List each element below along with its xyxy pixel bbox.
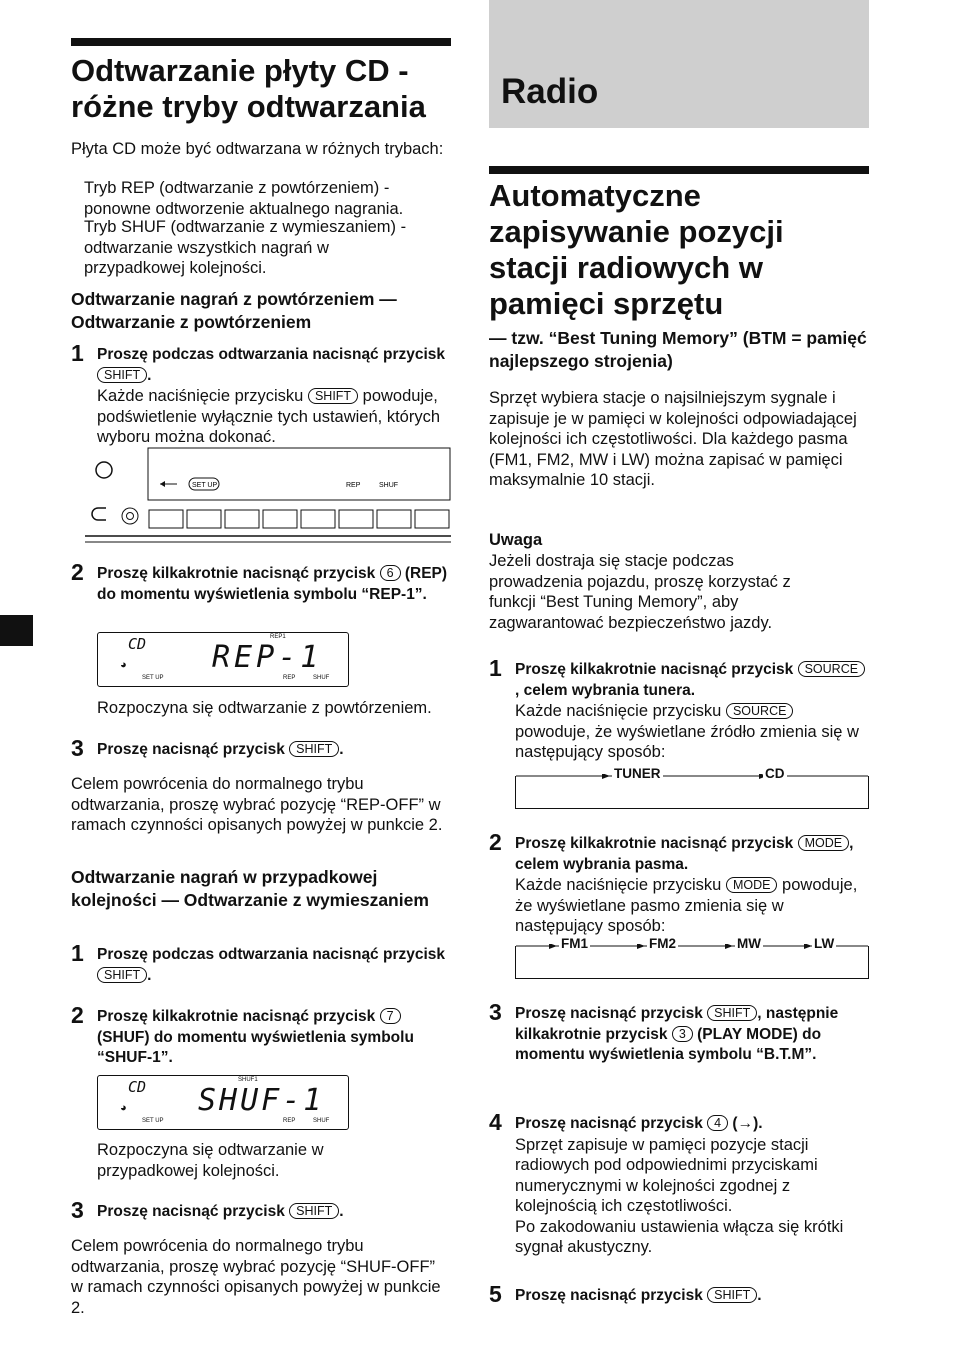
shuf-step-2 [71,1002,451,1069]
shift-key: SHIFT [289,1203,339,1219]
intro-rep: Tryb REP (odtwarzanie z powtórzeniem) - ponowne odtworzenie aktualnego nagrania. [84,179,404,218]
step-text: Każde naciśnięcie przycisku [515,876,722,894]
shift-key: SHIFT [289,741,339,757]
step-text: powoduje, że wyświetlane pasmo zmienia się w następujący sposób: [515,876,858,935]
step-text: Po zakodowaniu ustawienia włącza się krótki sygnał akustyczny. [515,1217,844,1256]
source-flow-diagram [515,766,869,809]
step-text: , następnie kilkakrotnie przycisk [515,1005,839,1043]
rep-step-2-result: Rozpoczyna się odtwarzanie z powtórzeniem. [97,699,432,717]
lcd-rep1-indicator: REP1 [270,634,286,640]
lcd-cd: CD [128,635,147,653]
source-key: SOURCE [726,703,793,719]
disc-icon: ◕ [120,1102,127,1114]
step-number: 3 [71,1197,84,1223]
intro-shuf: Tryb SHUF (odtwarzanie z wymieszaniem) - odtwarzanie wszystkich nagrań w przypadkowej kolejności. [84,218,407,277]
step-text: (SHUF) do momentu wyświetlenia symbolu “SHUF-1”. [97,1028,414,1066]
shift-key: SHIFT [97,367,147,383]
step-text: Proszę kilkakrotnie nacisnąć przycisk [515,661,794,678]
step-text: Proszę podczas odtwarzania nacisnąć przycisk [97,946,446,963]
step-text: Proszę kilkakrotnie nacisnąć przycisk [515,835,794,852]
shift-key: SHIFT [707,1287,757,1303]
step-text: powoduje, że wyświetlane źródło zmienia się w następujący sposób: [515,722,859,761]
key-6: 6 [380,565,401,581]
flow-arrow-line [516,774,868,780]
lcd-setup: SET UP [142,675,164,681]
radio-band [489,0,869,128]
shuf-step-2-result: Rozpoczyna się odtwarzanie w przypadkowej kolejności. [97,1141,324,1180]
step-number: 3 [489,999,502,1025]
lcd-rep [97,632,349,687]
step-number: 2 [71,1002,84,1028]
step-text: powoduje, podświetlenie wyłącznie tych ustawień, których wyboru można dokonać. [97,387,440,446]
band-flow-diagram [515,936,869,979]
step-text: (→). [732,1115,763,1132]
key-7: 7 [380,1008,401,1024]
rep-step-2 [71,559,451,605]
step-text: Proszę kilkakrotnie nacisnąć przycisk [97,1008,376,1025]
lcd-setup: SET UP [142,1118,164,1124]
step-text: Proszę nacisnąć przycisk [515,1005,703,1022]
step-text: Każde naciśnięcie przycisku [515,702,722,720]
rep-step-3: 3 Proszę nacisnąć przycisk SHIFT . [71,735,344,761]
shift-key: SHIFT [308,388,358,404]
shuf-step-3: 3 Proszę nacisnąć przycisk SHIFT . [71,1197,344,1223]
lcd-shuf: SHUF [313,1118,330,1124]
mode-key: MODE [726,877,778,893]
shuf-label: SHUF [379,482,399,489]
step-text: Każde naciśnięcie przycisku [97,387,304,405]
note-text: Jeżeli dostraja się stacje podczas prowadzenia pojazdu, proszę korzystać z funkcji “Best Tuning Memory”, aby zagwarantować bezpieczeństwo jazdy. [489,552,791,632]
step-number: 1 [489,655,502,681]
lcd-cd: CD [128,1078,147,1096]
section-subtitle: — tzw. “Best Tuning Memory” (BTM = pamięć najlepszego strojenia) [489,328,867,371]
rep-step-1: 1 Proszę podczas odtwarzania nacisnąć przycisk SHIFT . Każde naciśnięcie przycisku SHIFT powoduje, podświetlenie wyłącznie tych ustawień, których wyboru można dokonać. [71,340,446,446]
flow-item-tuner: TUNER [614,766,661,781]
flow-item-mw: MW [737,936,761,951]
step-number: 1 [71,940,84,966]
rep-label: REP [346,482,361,489]
step-number: 3 [71,735,84,761]
shift-key: SHIFT [97,967,147,983]
radio-step-3 [489,999,869,1066]
title-rule [489,166,869,174]
step-number: 4 [489,1109,502,1135]
step-text: Proszę kilkakrotnie nacisnąć przycisk [97,565,376,582]
title-rule [71,38,451,46]
lcd-shuf: SHUF [313,675,330,681]
setup-label: SET UP [192,482,218,489]
step-number: 1 [71,340,84,366]
lcd-rep: REP [283,1118,296,1124]
step-text: Proszę nacisnąć przycisk [97,1203,285,1220]
flow-item-lw: LW [814,936,835,951]
step-text: Proszę nacisnąć przycisk [515,1115,703,1132]
key-3: 3 [672,1026,693,1042]
source-key: SOURCE [798,661,865,677]
section-tab [0,615,33,646]
page-title: Odtwarzanie płyty CD - różne tryby odtwarzania [71,53,426,124]
lcd-shuf1-indicator: SHUF1 [238,1077,258,1083]
shuf-after-text: Celem powrócenia do normalnego trybu odtwarzania, proszę wybrać pozycję “SHUF-OFF” w ramach czynności opisanych powyżej w punkcie 2. [71,1237,441,1317]
step-text: Sprzęt zapisuje w pamięci pozycje stacji radiowych pod odpowiednimi przyciskami numerycznymi w kolejności zgodnej z kolejnością ich częstotliwości. [515,1135,818,1215]
step-text: (PLAY MODE) do momentu wyświetlenia symbolu “B.T.M”. [515,1025,822,1063]
step-text: , celem wybrania tunera. [515,681,696,699]
key-4: 4 [707,1115,728,1131]
note-title: Uwaga [489,531,543,549]
step-number: 2 [489,829,502,855]
step-text: (REP) do momentu wyświetlenia symbolu “REP-1”. [97,565,448,603]
front-panel-illustration [85,440,451,550]
radio-intro: Sprzęt wybiera stacje o najsilniejszym sygnale i zapisuje je w pamięci w kolejności odpowiadającej kolejności ich częstotliwości. Dla każdego pasma (FM1, FM2, MW i LW) można zapisać w pamięci maksymalnie 10 stacji. [489,389,857,489]
flow-item-fm2: FM2 [649,936,676,951]
step-text: Proszę podczas odtwarzania nacisnąć przycisk [97,346,446,363]
shuf-step-1: 1 Proszę podczas odtwarzania nacisnąć przycisk SHIFT . [71,940,446,984]
step-number: 2 [71,559,84,585]
shift-key: SHIFT [707,1005,757,1021]
step-text: Proszę nacisnąć przycisk [97,741,285,758]
shuf-heading: Odtwarzanie nagrań w przypadkowej kolejności — Odtwarzanie z wymieszaniem [71,867,429,910]
step-text: Proszę nacisnąć przycisk [515,1287,703,1304]
radio-step-2 [489,829,869,937]
radio-band-title: Radio [501,72,599,111]
mode-key: MODE [798,835,850,851]
flow-item-cd: CD [765,766,785,781]
lcd-main-text: REP-1 [212,640,323,675]
step-text: , celem wybrania pasma. [515,835,854,873]
step-number: 5 [489,1281,502,1307]
rep-after-text: Celem powrócenia do normalnego trybu odtwarzania, proszę wybrać pozycję “REP-OFF” w ramach czynności opisanych powyżej w punkcie 2. [71,775,443,834]
lcd-shuf [97,1075,349,1130]
radio-step-4 [489,1109,869,1258]
flow-item-fm1: FM1 [561,936,588,951]
lcd-main-text: SHUF-1 [198,1083,325,1118]
rep-heading: Odtwarzanie nagrań z powtórzeniem — Odtwarzanie z powtórzeniem [71,289,397,332]
intro-text: Płyta CD może być odtwarzana w różnych trybach: [71,140,444,158]
radio-step-1 [489,655,869,763]
disc-icon: ◕ [120,659,127,671]
radio-step-5: 5 Proszę nacisnąć przycisk SHIFT . [489,1281,762,1307]
section-title: Automatyczne zapisywanie pozycji stacji radiowych w pamięci sprzętu [489,178,784,321]
lcd-rep: REP [283,675,296,681]
